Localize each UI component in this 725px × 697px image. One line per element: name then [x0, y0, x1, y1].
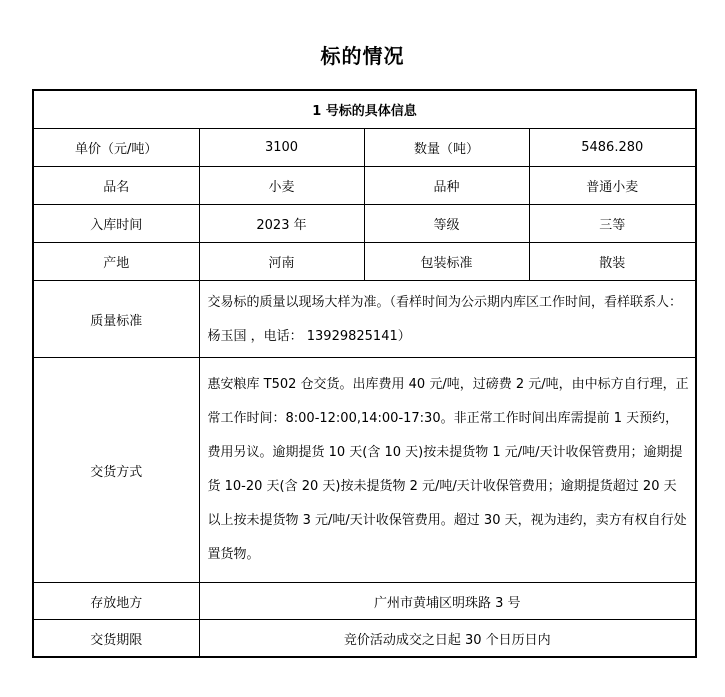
packaging-value: 散装 — [529, 243, 696, 281]
origin-label: 产地 — [33, 243, 199, 281]
variety-value: 普通小麦 — [529, 167, 696, 205]
term-label: 交货期限 — [33, 620, 199, 658]
origin-value: 河南 — [199, 243, 364, 281]
packaging-label: 包装标准 — [364, 243, 529, 281]
table-heading: 1 号标的具体信息 — [33, 90, 696, 129]
delivery-value: 惠安粮库 T502 仓交货。出库费用 40 元/吨，过磅费 2 元/吨，由中标方自行理，正常工作时间：8:00-12:00,14:00-17:30。非正常工作时间出库需提前 1 天预约，费用另议。逾期提货 10 天(含 10 天)按未提货物 1 元/吨/天计收保管费用；逾期提货 10-20 天(含 20 天)按未提货物 2 元/吨/天计收保管费用；逾期提货超过 20 天以上按未提货物 3 元/吨/天计收保管费用。超过 30 天，视为违约，卖方有权自行处置货物。 — [199, 358, 696, 583]
page-title: 标的情况 — [320, 44, 405, 68]
location-value: 广州市黄埔区明珠路 3 号 — [199, 583, 696, 620]
term-value: 竞价活动成交之日起 30 个日历日内 — [199, 620, 696, 658]
delivery-label: 交货方式 — [33, 358, 199, 583]
quality-label: 质量标准 — [33, 281, 199, 358]
storage-time-label: 入库时间 — [33, 205, 199, 243]
location-label: 存放地方 — [33, 583, 199, 620]
name-value: 小麦 — [199, 167, 364, 205]
grade-label: 等级 — [364, 205, 529, 243]
quantity-label: 数量（吨） — [364, 129, 529, 167]
price-label: 单价（元/吨） — [33, 129, 199, 167]
quality-value: 交易标的质量以现场大样为准。（看样时间为公示期内库区工作时间，看样联系人：杨玉国 ，电话： 13929825141） — [199, 281, 696, 358]
variety-label: 品种 — [364, 167, 529, 205]
storage-time-value: 2023 年 — [199, 205, 364, 243]
name-label: 品名 — [33, 167, 199, 205]
quantity-value: 5486.280 — [529, 129, 696, 167]
lot-info-table — [32, 89, 697, 658]
price-value: 3100 — [199, 129, 364, 167]
grade-value: 三等 — [529, 205, 696, 243]
